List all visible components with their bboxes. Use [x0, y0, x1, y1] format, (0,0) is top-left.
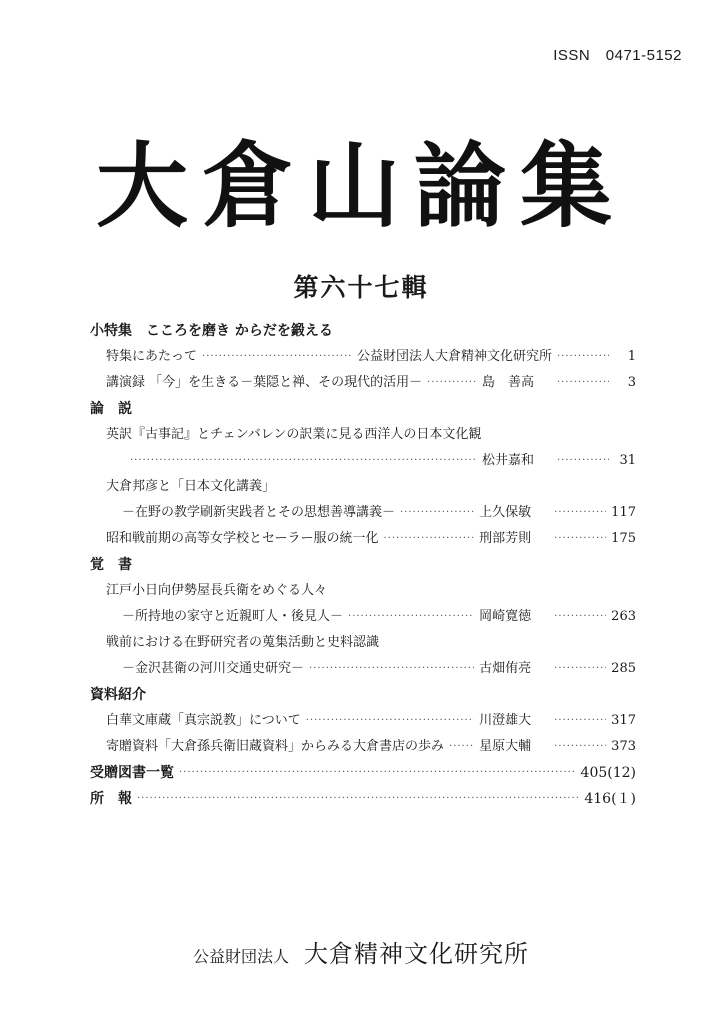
- leader-dots: [554, 708, 606, 734]
- publisher: [0, 934, 722, 969]
- table-of-contents: [90, 318, 636, 812]
- entry-subtitle: －所持地の家守と近親町人・後見人－: [122, 609, 344, 624]
- entry-author: 公益財団法人大倉精神文化研究所: [356, 349, 552, 364]
- entry-author: 古畑侑亮: [479, 661, 532, 676]
- toc-entry-institute-report[interactable]: [90, 786, 636, 812]
- entry-title: 大倉邦彦と「日本文化講義」: [106, 479, 276, 494]
- leader-dots: [554, 500, 606, 526]
- entry-title: 白華文庫蔵「真宗説教」について: [106, 713, 301, 728]
- entry-page: 1: [627, 349, 636, 364]
- entry-author: 松井嘉和: [482, 453, 535, 468]
- leader-dots: [554, 734, 606, 760]
- toc-entry-title-line[interactable]: [90, 630, 636, 656]
- entry-title: 昭和戦前期の高等女学校とセーラー服の統一化: [106, 531, 379, 546]
- entry-author: 岡崎寛徳: [479, 609, 532, 624]
- leader-dots: [557, 344, 609, 370]
- toc-entry-detail-line[interactable]: [90, 656, 636, 682]
- toc-entry-detail-line[interactable]: [90, 500, 636, 526]
- entry-page: 405(12): [580, 765, 636, 781]
- entry-author: 上久保敏: [479, 505, 532, 520]
- toc-entry[interactable]: [90, 370, 636, 396]
- leader-dots: [449, 734, 474, 760]
- entry-title: 特集にあたって: [106, 349, 198, 364]
- leader-dots: [554, 604, 606, 630]
- publisher-org-type: 公益財団法人: [192, 947, 289, 966]
- leader-dots: [557, 370, 609, 396]
- section-heading-notes: 覚 書: [90, 557, 132, 573]
- entry-page: 3: [627, 375, 636, 390]
- leader-dots: [179, 760, 576, 786]
- entry-title: 英訳『古事記』とチェンバレンの訳業に見る西洋人の日本文化観: [106, 427, 482, 442]
- entry-page: 285: [611, 661, 636, 676]
- entry-page: 263: [611, 609, 636, 624]
- leader-dots: [554, 656, 606, 682]
- issn-number: ISSN 0471-5152: [553, 47, 682, 64]
- entry-author: 星原大輔: [479, 739, 532, 754]
- entry-author: 刑部芳則: [479, 531, 532, 546]
- leader-dots: [202, 344, 352, 370]
- section-heading-materials: 資料紹介: [90, 687, 146, 703]
- publisher-name: 大倉精神文化研究所: [304, 940, 530, 968]
- section-heading-special: 小特集 こころを磨き からだを鍛える: [90, 323, 333, 339]
- toc-entry[interactable]: [90, 708, 636, 734]
- toc-entry-detail-line[interactable]: [90, 448, 636, 474]
- leader-dots: [137, 786, 579, 812]
- toc-entry-title-line[interactable]: [90, 422, 636, 448]
- entry-author: 川澄雄大: [479, 713, 532, 728]
- toc-entry-received-books[interactable]: [90, 760, 636, 786]
- section-heading-articles: 論 説: [90, 401, 132, 417]
- journal-title: 大倉山論集: [95, 132, 626, 240]
- leader-dots: [306, 708, 474, 734]
- entry-author: 島 善高: [482, 375, 535, 390]
- leader-dots: [383, 526, 474, 552]
- toc-entry[interactable]: [90, 526, 636, 552]
- leader-dots: [554, 526, 606, 552]
- toc-entry[interactable]: [90, 344, 636, 370]
- entry-page: 416(１): [584, 791, 636, 807]
- entry-page: 175: [611, 531, 636, 546]
- toc-entry-title-line[interactable]: [90, 474, 636, 500]
- leader-dots: [309, 656, 474, 682]
- entry-title: 戦前における在野研究者の蒐集活動と史料認識: [106, 635, 380, 650]
- leader-dots: [400, 500, 474, 526]
- leader-dots: [557, 448, 609, 474]
- issue-number: 第六十七輯: [293, 273, 429, 302]
- toc-entry-detail-line[interactable]: [90, 604, 636, 630]
- toc-entry-title-line[interactable]: [90, 578, 636, 604]
- toc-entry[interactable]: [90, 734, 636, 760]
- entry-title: 講演録 「今」を生きる－葉隠と禅、その現代的活用－: [106, 375, 423, 390]
- entry-subtitle: －金沢甚衛の河川交通史研究－: [122, 661, 305, 676]
- entry-title: 受贈図書一覧: [90, 765, 174, 781]
- entry-subtitle: －在野の教学刷新実践者とその思想善導講義－: [122, 505, 396, 520]
- entry-title: 所 報: [90, 791, 132, 807]
- leader-dots: [348, 604, 474, 630]
- entry-page: 117: [611, 505, 636, 520]
- leader-dots: [427, 370, 477, 396]
- entry-title: 江戸小日向伊勢屋長兵衛をめぐる人々: [106, 583, 328, 598]
- entry-page: 31: [619, 453, 636, 468]
- leader-dots: [130, 448, 477, 474]
- entry-page: 373: [611, 739, 636, 754]
- entry-page: 317: [611, 713, 636, 728]
- entry-title: 寄贈資料「大倉孫兵衛旧蔵資料」からみる大倉書店の歩み: [106, 739, 445, 754]
